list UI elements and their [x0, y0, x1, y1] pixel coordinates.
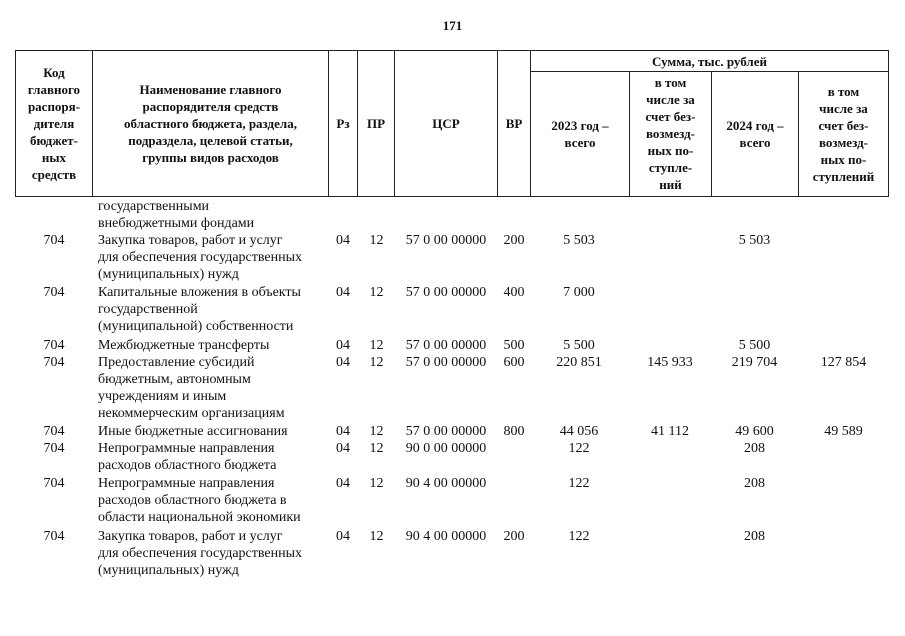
- row-code: 704: [43, 441, 65, 456]
- header-csr-label: ЦСР: [432, 116, 460, 131]
- header-2024-free-line: в том: [827, 84, 860, 99]
- header-2024-free-line: числе за: [819, 101, 868, 116]
- row-rz: 04: [336, 476, 350, 491]
- header-2023-free-line: возмезд-: [646, 126, 695, 141]
- row-rz: 04: [336, 441, 350, 456]
- row-pr: 12: [369, 233, 384, 248]
- header-pr: [357, 50, 395, 197]
- header-name-line: Наименование главного: [139, 82, 282, 97]
- row-csr: 90 4 00 00000: [405, 529, 487, 544]
- header-2023-free-line: ний: [659, 177, 682, 192]
- row-name-line: государственными: [98, 199, 210, 214]
- row-name-line: (муниципальных) нужд: [98, 267, 239, 282]
- row-code: 704: [43, 233, 65, 248]
- header-2023: [530, 71, 630, 197]
- row-rz: 04: [336, 355, 350, 370]
- header-2023-free-line: в том: [654, 75, 687, 90]
- header-name-line: группы видов расходов: [142, 150, 279, 165]
- header-code-line: главного: [27, 82, 81, 97]
- header-vr-label: ВР: [505, 116, 523, 131]
- header-2024-free-line: ступлений: [812, 169, 875, 184]
- row-2024-total: 5 500: [738, 338, 771, 353]
- row-csr: 57 0 00 00000: [405, 285, 487, 300]
- row-pr: 12: [369, 529, 384, 544]
- row-name: [98, 423, 326, 440]
- header-code-line: ных: [41, 150, 67, 165]
- row-vr: 400: [503, 285, 525, 300]
- row-name-line: Капитальные вложения в объекты: [98, 285, 301, 300]
- row-vr: 600: [503, 355, 525, 370]
- row-code: 704: [43, 424, 65, 439]
- row-2024-free: 127 854: [820, 355, 867, 370]
- header-2023-free-line: числе за: [646, 92, 695, 107]
- header-pr-label: ПР: [366, 116, 386, 131]
- row-name-line: государственной: [98, 302, 198, 317]
- header-2023-free-line: счет без-: [645, 109, 696, 124]
- header-rz: [328, 50, 358, 197]
- row-code: 704: [43, 476, 65, 491]
- row-pr: 12: [369, 338, 384, 353]
- row-name: [98, 475, 326, 526]
- header-rz-label: Рз: [336, 116, 350, 131]
- header-2023-free-line: ступле-: [648, 160, 693, 175]
- row-name-line: внебюджетными фондами: [98, 216, 255, 231]
- row-name-line: Закупка товаров, работ и услуг: [98, 529, 283, 544]
- row-csr: 90 0 00 00000: [405, 441, 487, 456]
- header-2024-free-line: возмезд-: [818, 135, 868, 150]
- row-2024-free: 49 589: [824, 424, 863, 439]
- row-rz: 04: [336, 424, 350, 439]
- header-2024-line: 2024 год –: [726, 118, 784, 133]
- row-vr: 500: [503, 338, 525, 353]
- row-2023-total: 5 500: [563, 338, 595, 353]
- row-pr: 12: [369, 441, 384, 456]
- row-name-line: Закупка товаров, работ и услуг: [98, 233, 283, 248]
- header-code-line: бюджет-: [29, 133, 78, 148]
- row-name-line: бюджетным, автономным: [98, 372, 251, 387]
- row-name-line: расходов областного бюджета в: [98, 493, 287, 508]
- row-rz: 04: [336, 338, 350, 353]
- header-2023-line: всего: [564, 135, 596, 150]
- row-rz: 04: [336, 233, 350, 248]
- page-number: 171: [442, 18, 463, 33]
- header-code-line: средств: [31, 167, 77, 182]
- row-code: 704: [43, 338, 65, 353]
- header-name: [92, 50, 329, 197]
- row-name-line: некоммерческим организациям: [98, 406, 285, 421]
- row-name-line: для обеспечения государственных: [98, 250, 302, 265]
- header-sum: [530, 50, 889, 72]
- row-vr: 200: [503, 529, 525, 544]
- header-name-line: подраздела, целевой статьи,: [128, 133, 293, 148]
- header-code-line: Код: [43, 65, 65, 80]
- row-name-line: Непрограммные направления: [98, 441, 275, 456]
- row-2023-total: 44 056: [559, 424, 599, 439]
- header-2024: [711, 71, 799, 197]
- row-pr: 12: [369, 355, 384, 370]
- row-2023-total: 122: [568, 441, 590, 456]
- row-vr: 800: [503, 424, 525, 439]
- row-2024-total: 208: [744, 476, 765, 491]
- row-code: 704: [43, 285, 65, 300]
- row-name-line: области национальной экономики: [98, 510, 301, 525]
- row-csr: 57 0 00 00000: [405, 355, 487, 370]
- row-name-line: (муниципальных) нужд: [98, 563, 239, 578]
- header-code-line: дителя: [33, 116, 75, 131]
- header-2024-line: всего: [739, 135, 771, 150]
- header-name-line: распорядителя средств: [142, 99, 279, 114]
- row-2023-total: 220 851: [556, 355, 602, 370]
- header-2024-free: [798, 71, 889, 197]
- row-name-line: Иные бюджетные ассигнования: [98, 424, 288, 439]
- header-2023-free: [629, 71, 712, 197]
- header-code: [15, 50, 93, 197]
- row-name: [98, 354, 326, 422]
- row-2024-total: 219 704: [731, 355, 778, 370]
- row-name-line: расходов областного бюджета: [98, 458, 277, 473]
- row-2024-total: 5 503: [738, 233, 771, 248]
- row-pr: 12: [369, 476, 384, 491]
- row-csr: 57 0 00 00000: [405, 338, 487, 353]
- row-pr: 12: [369, 424, 384, 439]
- row-name-line: учреждениям и иным: [98, 389, 227, 404]
- header-csr: [394, 50, 498, 197]
- row-name-line: для обеспечения государственных: [98, 546, 302, 561]
- row-name: [98, 528, 326, 579]
- row-name: [98, 440, 326, 474]
- row-2023-free: 145 933: [647, 355, 693, 370]
- header-name-line: областного бюджета, раздела,: [124, 116, 297, 131]
- header-2024-free-line: счет без-: [818, 118, 869, 133]
- row-name: [98, 337, 326, 354]
- row-name: [98, 284, 326, 335]
- row-2024-total: 208: [744, 529, 765, 544]
- row-name-line: (муниципальной) собственности: [98, 319, 294, 334]
- row-csr: 57 0 00 00000: [405, 424, 487, 439]
- header-vr: [497, 50, 531, 197]
- row-2023-total: 122: [568, 476, 590, 491]
- row-code: 704: [43, 529, 65, 544]
- row-name-line: Непрограммные направления: [98, 476, 275, 491]
- row-2023-total: 5 503: [563, 233, 595, 248]
- header-2024-free-line: ных по-: [820, 152, 867, 167]
- row-2024-total: 208: [744, 441, 765, 456]
- row-pr: 12: [369, 285, 384, 300]
- header-sum-label: Сумма, тыс. рублей: [652, 53, 767, 69]
- header-2023-line: 2023 год –: [551, 118, 609, 133]
- row-name: [98, 232, 326, 283]
- row-rz: 04: [336, 285, 350, 300]
- row-2024-total: 49 600: [735, 424, 774, 439]
- row-csr: 57 0 00 00000: [405, 233, 487, 248]
- row-vr: 200: [503, 233, 525, 248]
- row-rz: 04: [336, 529, 350, 544]
- header-code-line: распоря-: [27, 99, 81, 114]
- row-2023-total: 7 000: [563, 285, 595, 300]
- row-name: [98, 198, 326, 232]
- row-csr: 90 4 00 00000: [405, 476, 487, 491]
- row-2023-free: 41 112: [651, 424, 689, 439]
- row-2023-total: 122: [568, 529, 590, 544]
- row-code: 704: [43, 355, 65, 370]
- row-name-line: Межбюджетные трансферты: [98, 338, 270, 353]
- header-2023-free-line: ных по-: [647, 143, 694, 158]
- row-name-line: Предоставление субсидий: [98, 355, 255, 370]
